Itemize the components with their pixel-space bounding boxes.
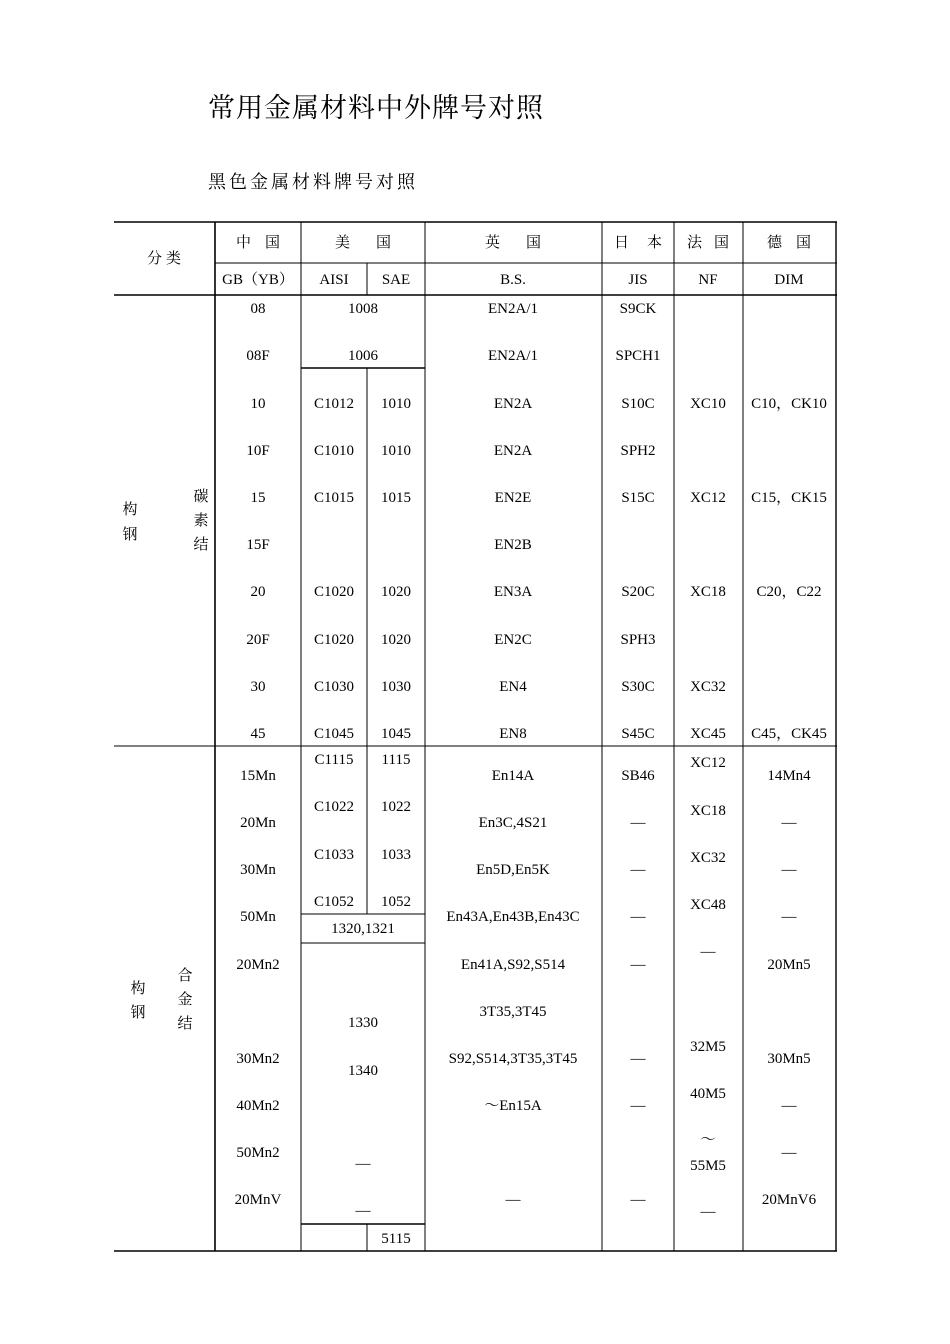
alloy-label-right: 合 (177, 968, 193, 984)
alloy-bs-cell: 3T35,3T45 (479, 1004, 547, 1020)
alloy-dim-cell: — (781, 1098, 797, 1114)
page-title: 常用金属材料中外牌号对照 (208, 93, 544, 123)
header-dim: DIM (774, 272, 804, 288)
alloy-usa-merged-cell: — (355, 1156, 371, 1172)
carbon-aisi-cell: C1030 (313, 679, 355, 695)
carbon-jis-cell: S45C (621, 726, 655, 742)
alloy-jis-cell: — (630, 1051, 646, 1067)
alloy-nf-cell: — (700, 944, 716, 960)
alloy-nf-cell: XC18 (690, 803, 726, 819)
header-china: 中国 (235, 235, 295, 251)
alloy-nf-cell: XC32 (690, 850, 726, 866)
alloy-jis-cell: — (630, 1098, 646, 1114)
carbon-sae-cell: 1020 (381, 632, 411, 648)
carbon-sae-cell: 1020 (381, 584, 411, 600)
alloy-dim-cell: 20MnV6 (761, 1192, 817, 1208)
alloy-usa-merged-cell: 1320,1321 (331, 921, 395, 937)
carbon-gb-cell: 15F (246, 537, 270, 553)
carbon-gb-cell: 20F (246, 632, 270, 648)
alloy-nf-cell: ～ (700, 1132, 716, 1148)
alloy-label-left: 钢 (130, 1005, 146, 1021)
header-bs: B.S. (500, 272, 526, 288)
carbon-aisi-cell: C1020 (313, 584, 355, 600)
carbon-jis-cell: S20C (621, 584, 655, 600)
alloy-jis-cell: SB46 (621, 768, 655, 784)
alloy-gb-cell: 20MnV (234, 1192, 282, 1208)
alloy-gb-cell: 40Mn2 (236, 1098, 280, 1114)
alloy-dim-cell: 30Mn5 (767, 1051, 811, 1067)
alloy-nf-cell: 55M5 (690, 1158, 726, 1174)
alloy-bs-cell: En3C,4S21 (478, 815, 548, 831)
header-nf: NF (698, 272, 718, 288)
carbon-gb-cell: 10F (246, 443, 270, 459)
alloy-sae-cell: 1052 (381, 894, 411, 910)
carbon-aisi-merged-cell: 1008 (348, 301, 378, 317)
carbon-label-right: 碳 (193, 489, 209, 505)
carbon-gb-cell: 45 (250, 726, 266, 742)
alloy-aisi-cell: C1052 (313, 894, 355, 910)
carbon-jis-cell: S15C (621, 490, 655, 506)
alloy-sae-cell: 1033 (381, 847, 411, 863)
carbon-nf-cell: XC45 (690, 726, 726, 742)
alloy-aisi-cell: C1022 (313, 799, 355, 815)
alloy-gb-cell: 50Mn (240, 909, 276, 925)
carbon-jis-cell: SPH2 (620, 443, 656, 459)
alloy-bs-cell: En41A,S92,S514 (460, 957, 566, 973)
alloy-gb-cell: 30Mn (240, 862, 276, 878)
carbon-bs-cell: EN2E (494, 490, 532, 506)
header-jis: JIS (628, 272, 648, 288)
carbon-label-left: 构 (122, 502, 138, 518)
carbon-jis-cell: SPCH1 (615, 348, 661, 364)
carbon-nf-cell: XC32 (690, 679, 726, 695)
header-france: 法国 (686, 235, 742, 251)
alloy-nf-cell: — (700, 1204, 716, 1220)
carbon-aisi-cell: C1012 (313, 396, 355, 412)
header-aisi: AISI (319, 272, 349, 288)
alloy-bs-cell: En14A (491, 768, 535, 784)
carbon-bs-cell: EN2B (494, 537, 532, 553)
carbon-jis-cell: S9CK (619, 301, 657, 317)
alloy-label-left: 构 (130, 981, 146, 997)
carbon-gb-cell: 30 (250, 679, 266, 695)
alloy-usa-merged-cell: — (355, 1203, 371, 1219)
page-subtitle: 黑色金属材料牌号对照 (208, 172, 418, 192)
alloy-bs-cell: ～En15A (484, 1098, 542, 1114)
header-japan: 日本 (613, 235, 681, 251)
alloy-gb-cell: 50Mn2 (236, 1145, 280, 1161)
alloy-jis-cell: — (630, 957, 646, 973)
alloy-jis-cell: — (630, 909, 646, 925)
carbon-jis-cell: SPH3 (620, 632, 656, 648)
header-germany: 德国 (766, 235, 826, 251)
alloy-dim-cell: — (781, 862, 797, 878)
header-category: 分类 (146, 251, 186, 267)
alloy-aisi-cell: C1033 (313, 847, 355, 863)
carbon-dim-cell: C10，CK10 (751, 396, 827, 412)
header-gb: GB（YB） (222, 272, 294, 288)
carbon-gb-cell: 08F (246, 348, 270, 364)
alloy-jis-cell: — (630, 862, 646, 878)
carbon-sae-cell: 1045 (381, 726, 411, 742)
alloy-nf-cell: XC48 (690, 897, 726, 913)
carbon-dim-cell: C20，C22 (756, 584, 822, 600)
carbon-gb-cell: 08 (250, 301, 266, 317)
carbon-aisi-cell: C1015 (313, 490, 355, 506)
carbon-nf-cell: XC18 (690, 584, 726, 600)
carbon-bs-cell: EN8 (499, 726, 527, 742)
carbon-label-left: 钢 (122, 527, 138, 543)
alloy-dim-cell: — (781, 1145, 797, 1161)
alloy-sae-cell: 5115 (381, 1231, 411, 1247)
header-uk: 英国 (484, 235, 568, 251)
carbon-bs-cell: EN2C (494, 632, 532, 648)
alloy-sae-cell: 1022 (381, 799, 411, 815)
carbon-sae-cell: 1010 (381, 443, 411, 459)
carbon-gb-cell: 10 (250, 396, 266, 412)
carbon-aisi-cell: C1045 (313, 726, 355, 742)
alloy-nf-cell: 40M5 (690, 1086, 726, 1102)
carbon-sae-cell: 1015 (381, 490, 411, 506)
carbon-aisi-merged-cell: 1006 (348, 348, 378, 364)
alloy-jis-cell: — (630, 1192, 646, 1208)
carbon-aisi-cell: C1010 (313, 443, 355, 459)
alloy-gb-cell: 20Mn2 (236, 957, 280, 973)
carbon-sae-cell: 1010 (381, 396, 411, 412)
alloy-gb-cell: 20Mn (240, 815, 276, 831)
carbon-label-right: 结 (193, 537, 209, 553)
alloy-sae-cell: 1115 (381, 752, 411, 768)
carbon-nf-cell: XC12 (690, 490, 726, 506)
alloy-aisi-cell: C1115 (314, 752, 354, 768)
carbon-sae-cell: 1030 (381, 679, 411, 695)
carbon-label-right: 素 (193, 513, 209, 529)
alloy-dim-cell: — (781, 815, 797, 831)
alloy-gb-cell: 15Mn (240, 768, 276, 784)
alloy-nf-cell: XC12 (690, 755, 726, 771)
alloy-bs-cell: En5D,En5K (476, 862, 550, 878)
header-usa: 美国 (334, 235, 418, 251)
carbon-bs-cell: EN2A (493, 396, 533, 412)
alloy-bs-cell: En43A,En43B,En43C (446, 909, 580, 925)
carbon-nf-cell: XC10 (690, 396, 726, 412)
alloy-dim-cell: 20Mn5 (767, 957, 811, 973)
carbon-bs-cell: EN2A/1 (488, 301, 538, 317)
alloy-label-right: 结 (177, 1016, 193, 1032)
carbon-dim-cell: C45，CK45 (751, 726, 827, 742)
alloy-nf-cell: 32M5 (690, 1039, 726, 1055)
alloy-gb-cell: 30Mn2 (236, 1051, 280, 1067)
alloy-bs-cell: — (505, 1192, 521, 1208)
carbon-bs-cell: EN3A (493, 584, 533, 600)
alloy-usa-merged-cell: 1330 (348, 1015, 378, 1031)
alloy-dim-cell: — (781, 909, 797, 925)
carbon-jis-cell: S30C (621, 679, 655, 695)
carbon-aisi-cell: C1020 (313, 632, 355, 648)
carbon-dim-cell: C15，CK15 (751, 490, 827, 506)
alloy-jis-cell: — (630, 815, 646, 831)
alloy-bs-cell: S92,S514,3T35,3T45 (448, 1051, 578, 1067)
carbon-bs-cell: EN4 (499, 679, 527, 695)
alloy-dim-cell: 14Mn4 (767, 768, 811, 784)
carbon-gb-cell: 15 (250, 490, 266, 506)
carbon-gb-cell: 20 (250, 584, 266, 600)
header-sae: SAE (381, 272, 411, 288)
carbon-jis-cell: S10C (621, 396, 655, 412)
alloy-usa-merged-cell: 1340 (348, 1063, 378, 1079)
alloy-label-right: 金 (177, 992, 193, 1008)
carbon-bs-cell: EN2A/1 (488, 348, 538, 364)
carbon-bs-cell: EN2A (493, 443, 533, 459)
